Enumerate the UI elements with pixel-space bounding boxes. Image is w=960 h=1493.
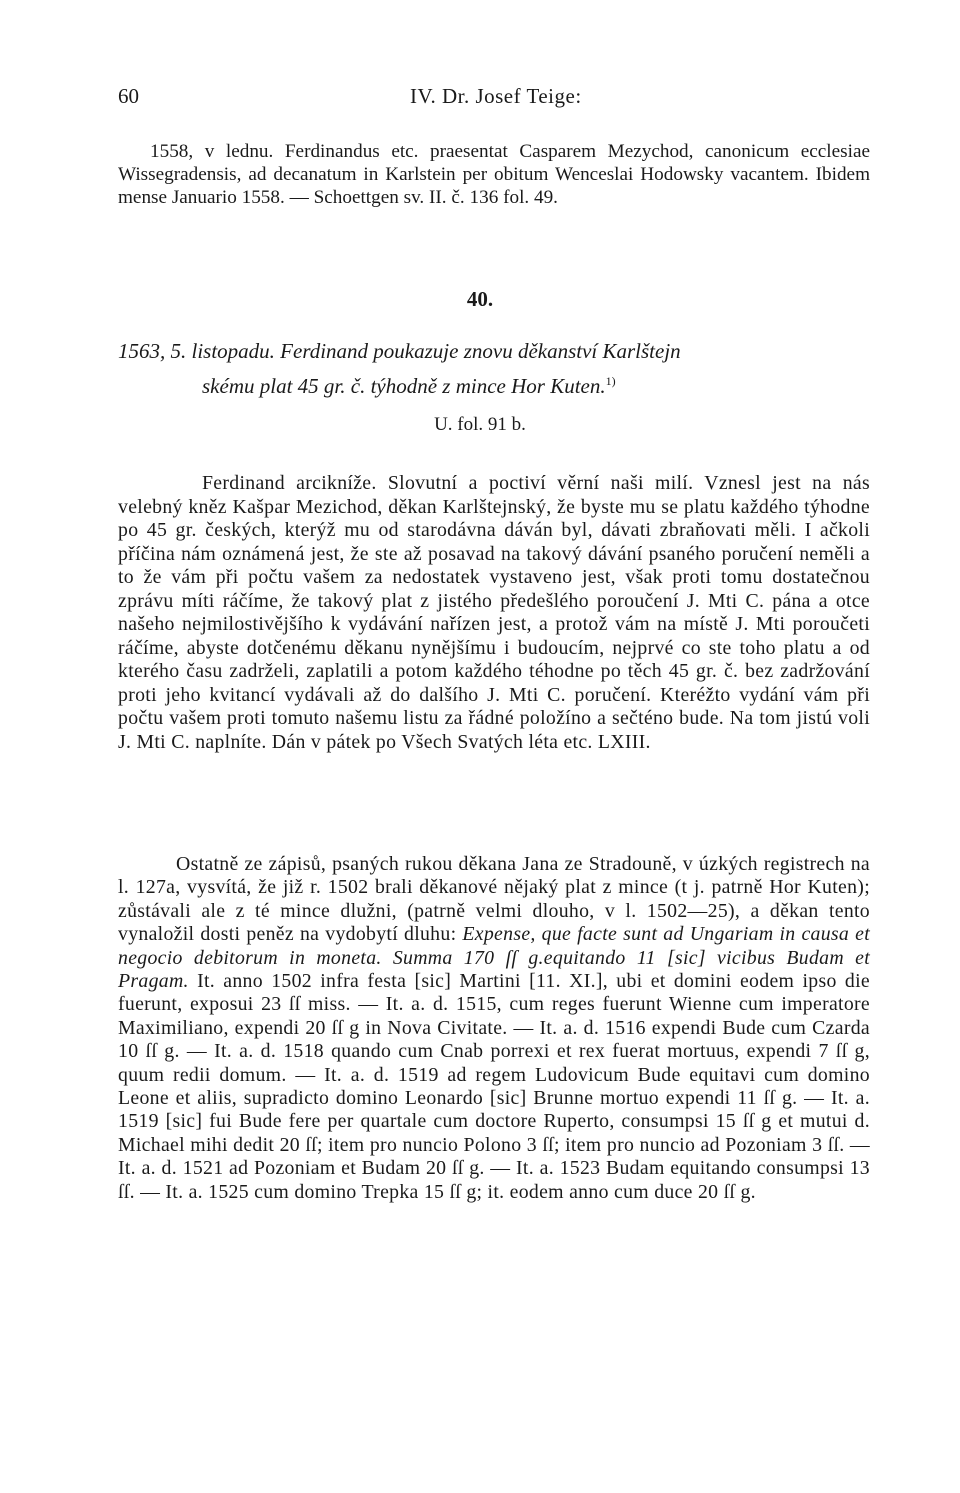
commentary-part-2: It. anno 1502 infra festa [sic] Martini [11. XI.], ubi et domini eodem ipso die fuerunt, exposui 23 ſſ miss. — It. a. d. 1515, cum reges fuerunt Wienne cum imperatore Maximiliano, expendi 20 ſſ g in Nova Civitate. — It. a. d. 1516 expendi Bude cum Czarda 10 ſſ g. — It. a. d. 1518 quando cum Cnab porrexi et rex fuerat mortuus, expendi 7 ſſ g, quum redii domum. — It. a. d. 1519 ad regem Ludovicum Bude equitavi cum domino Leone et aliis, supradicto domino Leonardo [sic] Brunne mortuo expendi 11 ſſ g. — It. a. 1519 [sic] fui Bude fere per quartale cum doctore Ruperto, consumpsi 15 ſſ g et mutui d. Michael mihi dedit 20 ſſ; item pro nuncio Polono 3 ſſ; item pro nuncio ad Pozoniam 3 ſſ. — It. a. d. 1521 ad Pozoniam et Budam 20 ſſ g. — It. a. 1523 Budam equitando consumpsi 13 ſſ. — It. a. 1525 cum domino Trepka 15 ſſ g; it. eodem anno cum duce 20 ſſ g. [118,970,870,1203]
source-reference: U. fol. 91 b. [434,414,526,435]
regest-line-1: 1563, 5. listopadu. Ferdinand poukazuje znovu děkanství Karlštejn [118,339,681,363]
regest-line-2-text: skému plat 45 gr. č. týhodně z mince Hor Kuten. [202,374,606,398]
page-number: 60 [118,84,139,108]
regest-line-2 [118,366,870,401]
letter-text: Ferdinand arcikníže. Slovutní a poctiví věrní naši milí. Vznesl jest na nás velebný kněz Kašpar Mezichod, děkan Karlštejnský, že byste mu se platu každého týhodne po 45 gr. českých, kterýž mu od starodávna dáván byl, dávati zbraňovati měli. I ačkoli příčina nám oznámená jest, že ste až posavad na takový dávání psaného poručení neměli a to že vám při počtu vašem za nedostatek vystaveno jest, však proti tomu dostatečnou zprávu míti ráčíme, že takový plat z jistého předešlého poroučení J. Mti C. pána a otce našeho nejmilostivějšího k vydávání nařízen jest, a protož vám na místě J. Mti poroučeti ráčíme, abyste dotčenému děkanu nynějšímu i budoucím, nejprvé co ste toho platu a od kterého času zadrželi, zaplatili a potom každého téhodne po těch 45 gr. č. bez zadržování proti jeho kvitancí vydávali až do dalšího J. Mti C. poručení. Kteréžto vydání vám při počtu vašem proti tomuto našemu listu za řádné položíno a sečténo bude. Na tom jistú voli J. Mti C. naplníte. Dán v pátek po Všech Svatých léta etc. LXIII. [118,472,870,753]
running-head: IV. Dr. Josef Teige: [410,84,582,108]
commentary-part-1: Ostatně ze zápisů, psaných rukou děkana Jana ze Stradouně, v úzkých registrech na l. 127a, vysvítá, že již r. 1502 brali děkanové nějaký plat z mince (t j. patrně Hor Kuten); zůstávali ale z té mince dlužni, (patrně velmi dlouho, v l. 1502—25), a děkan tento vynaložil dosti peněz na vydobytí dluhu: [118,853,870,946]
document-regest [118,336,870,401]
page-header [118,84,878,118]
footnote-marker: 1) [605,374,616,388]
commentary-paragraph [118,853,870,1204]
intro-paragraph: 1558, v lednu. Ferdinandus etc. praesentat Casparem Mezychod, canonicum ecclesiae Wissegradensis, ad decanatum in Karlstein per obitum Wenceslai Hodowsky vacantem. Ibidem mense Januario 1558. — Schoettgen sv. II. č. 136 fol. 49. [118,141,870,209]
document-number: 40. [466,287,494,311]
commentary-latin-italic: Expense, que facte sunt ad Ungariam in causa et negocio debitorum in moneta. Summa 170 ſſ g.equitando 11 [sic] vicibus Budam et Pragam. [118,923,870,993]
